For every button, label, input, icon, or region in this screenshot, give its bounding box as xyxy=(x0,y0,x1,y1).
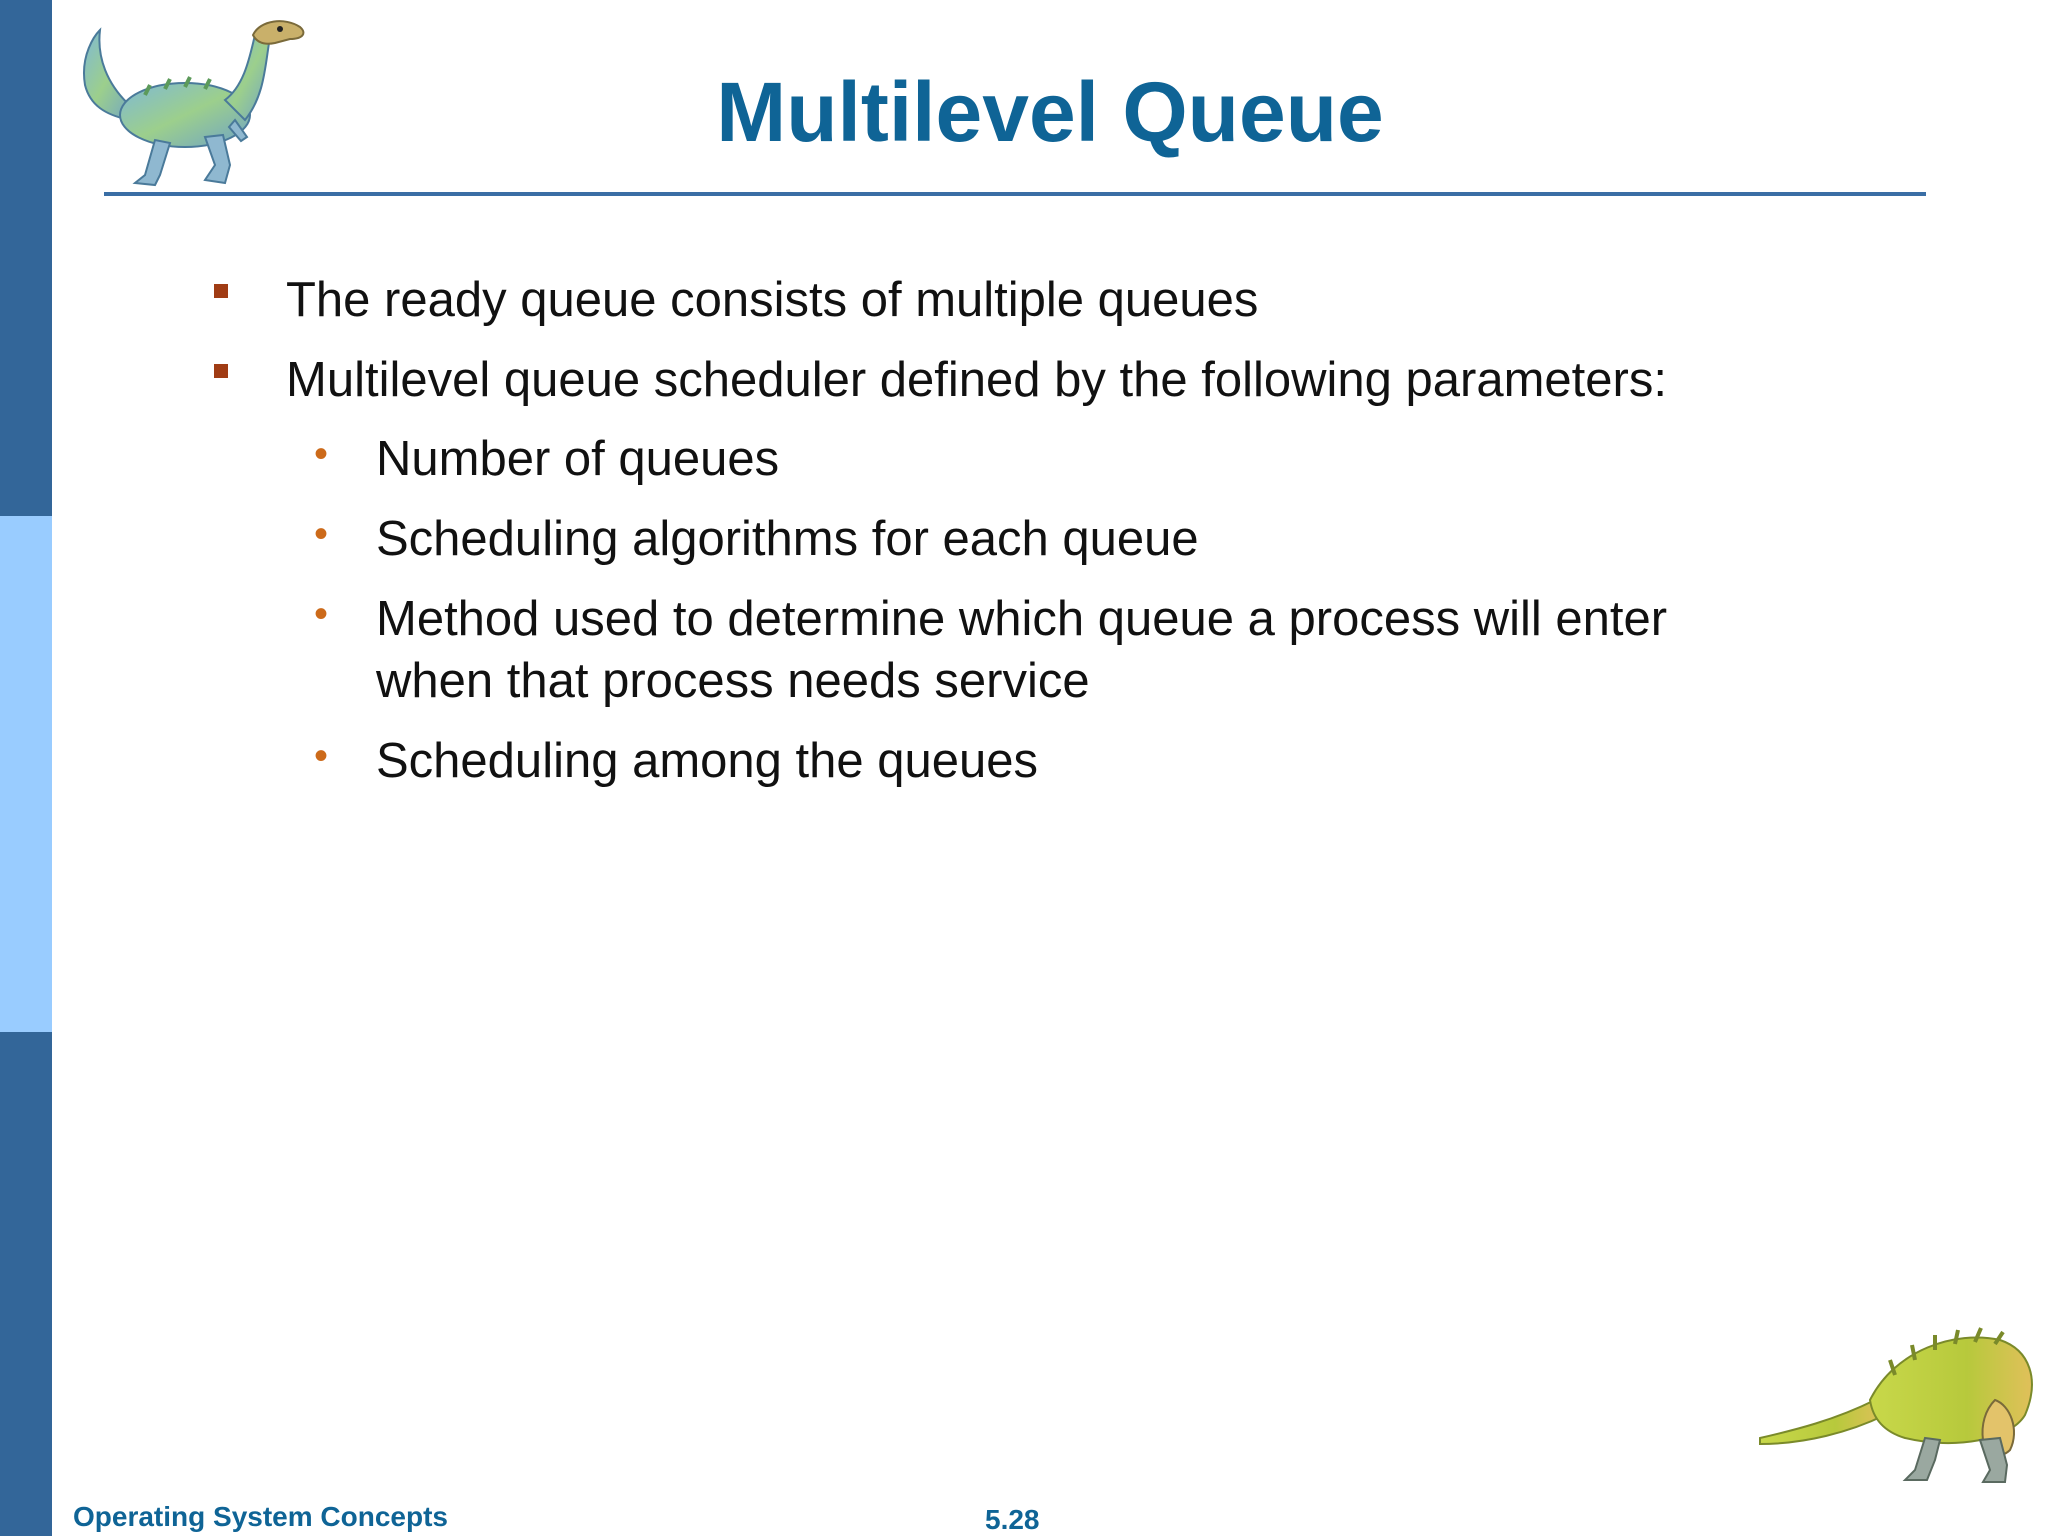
slide-title: Multilevel Queue xyxy=(716,65,1384,159)
sub-bullet-item xyxy=(314,730,1770,792)
dinosaur-standing-icon xyxy=(75,15,325,190)
side-band-top xyxy=(0,0,52,516)
title-divider xyxy=(104,192,1926,196)
side-band-bottom xyxy=(0,1032,52,1536)
bullet-text: The ready queue consists of multiple queues xyxy=(286,273,1259,327)
sub-bullet-text: Method used to determine which queue a process will enter when that process needs service xyxy=(376,592,1668,708)
dot-bullet-icon: • xyxy=(314,512,329,556)
square-bullet-icon xyxy=(214,284,228,298)
footer-book-title: Operating System Concepts xyxy=(73,1501,448,1532)
side-band-middle xyxy=(0,516,52,1032)
bullet-text: Multilevel queue scheduler defined by the following parameters: xyxy=(286,353,1667,407)
sub-bullet-item xyxy=(314,508,1770,570)
bullet-item xyxy=(210,270,1770,330)
sub-bullet-list xyxy=(314,428,1770,792)
square-bullet-icon xyxy=(214,364,228,378)
sub-bullet-text: Scheduling algorithms for each queue xyxy=(376,512,1199,566)
bullet-item xyxy=(210,350,1770,410)
sub-bullet-text: Number of queues xyxy=(376,432,780,486)
dinosaur-crouching-icon xyxy=(1755,1320,2048,1495)
sub-bullet-item xyxy=(314,428,1770,490)
dot-bullet-icon: • xyxy=(314,592,329,636)
dot-bullet-icon: • xyxy=(314,432,329,476)
footer-page-number: 5.28 xyxy=(985,1504,1040,1535)
dot-bullet-icon: • xyxy=(314,734,329,778)
sub-bullet-item xyxy=(314,588,1756,712)
sub-bullet-text: Scheduling among the queues xyxy=(376,734,1039,788)
slide-content xyxy=(210,270,1770,810)
side-band xyxy=(0,0,52,1536)
